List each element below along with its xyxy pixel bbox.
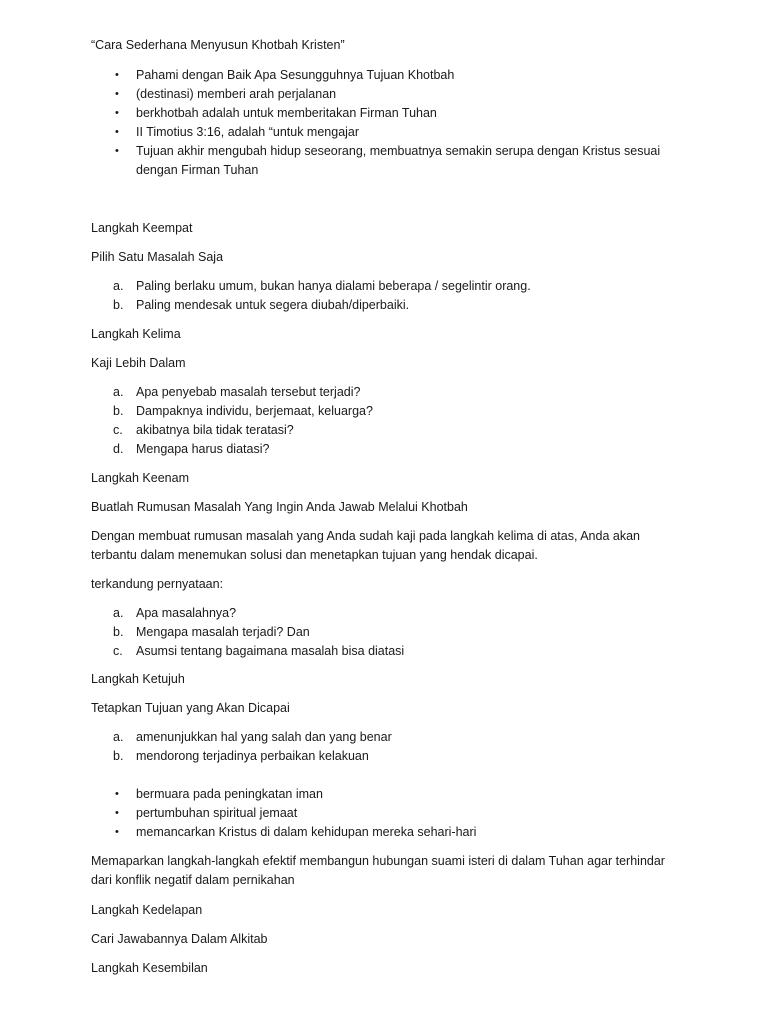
list-item: b. Dampaknya individu, berjemaat, keluarga? [113, 404, 373, 418]
list-item: d. Mengapa harus diatasi? [113, 442, 270, 456]
step7-paragraph: Memaparkan langkah-langkah efektif membangun hubungan suami isteri di dalam Tuhan agar terhindar dari konflik negatif dalam pernikahan [91, 854, 665, 887]
bullet-glyph: • [115, 788, 119, 800]
bullet-glyph: • [115, 826, 119, 838]
bullet-glyph: • [115, 145, 119, 157]
step5-heading: Langkah Kelima [91, 327, 181, 341]
step7-bullet-list [91, 785, 691, 842]
bullet-item: • Pahami dengan Baik Apa Sesungguhnya Tujuan Khotbah [91, 66, 691, 85]
bullet-item: • (destinasi) memberi arah perjalanan [91, 85, 691, 104]
intro-bullet-list [91, 66, 691, 180]
bullet-glyph: • [115, 107, 119, 119]
step9-heading: Langkah Kesembilan [91, 961, 208, 975]
bullet-glyph: • [115, 69, 119, 81]
list-item: b. Paling mendesak untuk segera diubah/diperbaiki. [113, 298, 410, 312]
list-item: b. Mengapa masalah terjadi? Dan [113, 625, 310, 639]
bullet-glyph: • [115, 88, 119, 100]
list-item: c. akibatnya bila tidak teratasi? [113, 423, 294, 437]
bullet-item: • Tujuan akhir mengubah hidup seseorang, membuatnya semakin serupa dengan Kristus sesuai [91, 142, 691, 161]
step5-list [91, 383, 691, 459]
bullet-item: • memancarkan Kristus di dalam kehidupan mereka sehari-hari [91, 823, 691, 842]
list-item: a. Apa penyebab masalah tersebut terjadi? [113, 385, 361, 399]
step6-lead: terkandung pernyataan: [91, 577, 224, 591]
list-item: a. Paling berlaku umum, bukan hanya dialami beberapa / segelintir orang. [113, 279, 531, 293]
step7-list [91, 728, 691, 766]
bullet-item: • pertumbuhan spiritual jemaat [91, 804, 691, 823]
list-item: a. amenunjukkan hal yang salah dan yang benar [113, 730, 392, 744]
list-item: c. Asumsi tentang bagaimana masalah bisa diatasi [113, 644, 405, 658]
list-item: b. mendorong terjadinya perbaikan kelakuan [113, 749, 369, 763]
step5-subheading: Kaji Lebih Dalam [91, 356, 186, 370]
list-item: a. Apa masalahnya? [113, 606, 237, 620]
step4-subheading: Pilih Satu Masalah Saja [91, 250, 224, 264]
step6-paragraph: Dengan membuat rumusan masalah yang Anda sudah kaji pada langkah kelima di atas, Anda akan terbantu dalam menemukan solusi dan menetapkan tujuan yang hendak dicapai. [91, 529, 640, 562]
step6-subheading: Buatlah Rumusan Masalah Yang Ingin Anda Jawab Melalui Khotbah [91, 500, 468, 514]
bullet-item: • II Timotius 3:16, adalah “untuk mengajar [91, 123, 691, 142]
step7-subheading: Tetapkan Tujuan yang Akan Dicapai [91, 701, 290, 715]
step7-heading: Langkah Ketujuh [91, 672, 185, 686]
document-title: “Cara Sederhana Menyusun Khotbah Kristen” [91, 38, 345, 52]
step4-heading: Langkah Keempat [91, 221, 193, 235]
step6-heading: Langkah Keenam [91, 471, 189, 485]
bullet-item-continuation: dengan Firman Tuhan [136, 163, 259, 177]
step8-heading: Langkah Kedelapan [91, 903, 203, 917]
bullet-glyph: • [115, 126, 119, 138]
bullet-glyph: • [115, 807, 119, 819]
bullet-item: • berkhotbah adalah untuk memberitakan Firman Tuhan [91, 104, 691, 123]
bullet-item: • bermuara pada peningkatan iman [91, 785, 691, 804]
step4-list [91, 277, 691, 315]
step6-list [91, 604, 691, 661]
step8-subheading: Cari Jawabannya Dalam Alkitab [91, 932, 268, 946]
